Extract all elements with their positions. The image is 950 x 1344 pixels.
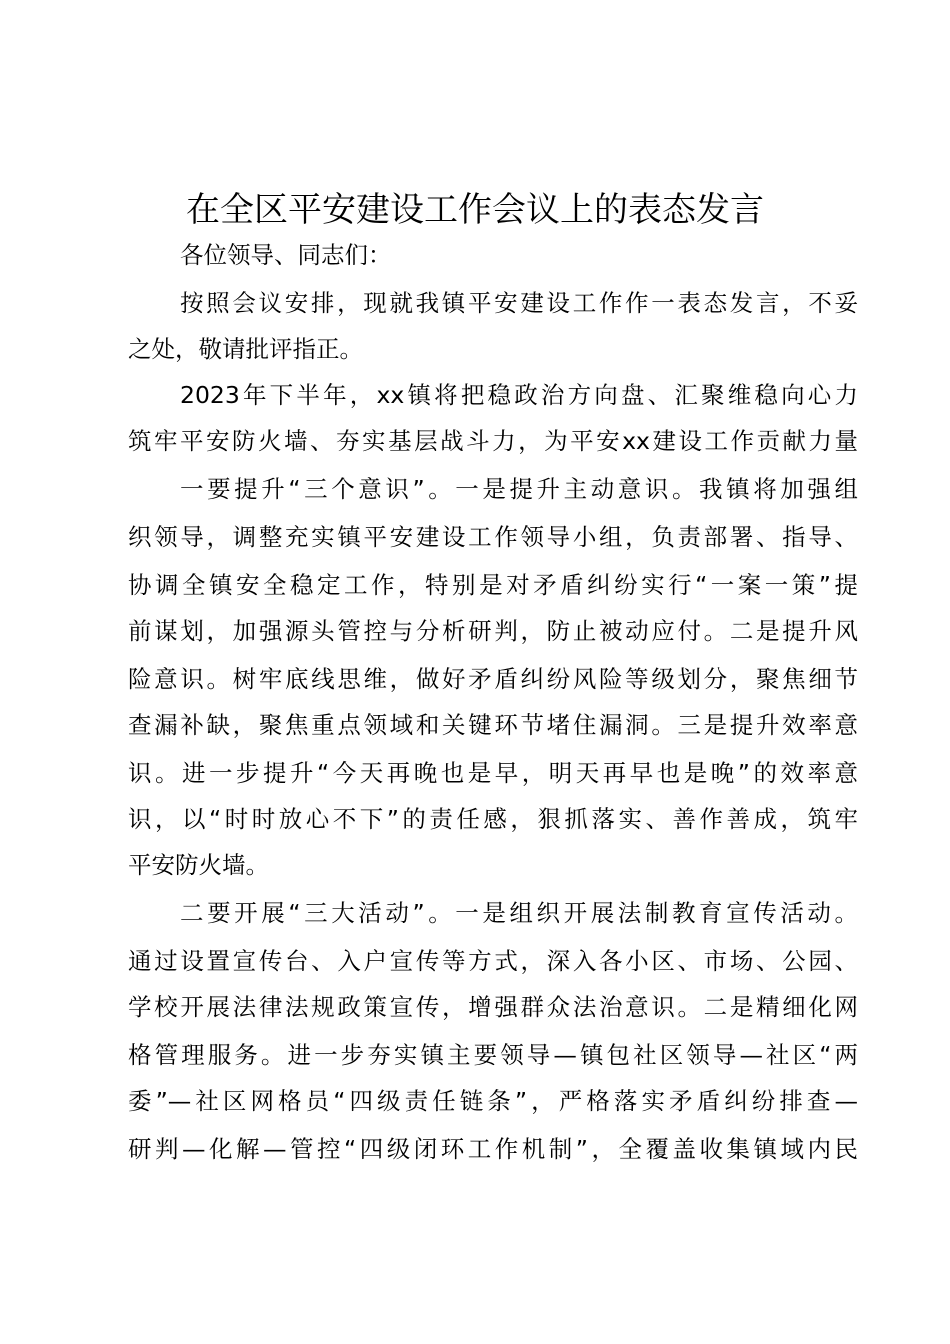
text-line: 识。进一步提升“今天再晚也是早，明天再早也是晚”的效率意 (128, 759, 858, 787)
document-title: 在全区平安建设工作会议上的表态发言 (186, 190, 764, 230)
salutation-line: 各位领导、同志们： (180, 241, 392, 269)
text-line: 织领导，调整充实镇平安建设工作领导小组，负责部署、指导、 (128, 523, 858, 551)
text-line: 学校开展法律法规政策宣传，增强群众法治意识。二是精细化网 (128, 993, 858, 1021)
text-line: 前谋划，加强源头管控与分析研判，防止被动应付。二是提升风 (128, 617, 858, 645)
text-line: 通过设置宣传台、入户宣传等方式，深入各小区、市场、公园、 (128, 947, 858, 975)
text-line: 格管理服务。进一步夯实镇主要领导—镇包社区领导—社区“两 (128, 1041, 858, 1069)
text-line: 2023年下半年，xx镇将把稳政治方向盘、汇聚维稳向心力 (180, 381, 858, 409)
text-line: 识，以“时时放心不下”的责任感，狠抓落实、善作善成，筑牢 (128, 805, 858, 833)
text-line: 之处，敬请批评指正。 (128, 335, 363, 363)
text-line: 查漏补缺，聚焦重点领域和关键环节堵住漏洞。三是提升效率意 (128, 711, 858, 739)
text-line: 按照会议安排，现就我镇平安建设工作作一表态发言，不妥 (180, 289, 858, 317)
text-line: 委”—社区网格员“四级责任链条”，严格落实矛盾纠纷排查— (128, 1087, 858, 1115)
text-line: 一要提升“三个意识”。一是提升主动意识。我镇将加强组 (180, 475, 858, 503)
text-line: 协调全镇安全稳定工作，特别是对矛盾纠纷实行“一案一策”提 (128, 571, 858, 599)
text-line: 险意识。树牢底线思维，做好矛盾纠纷风险等级划分，聚焦细节 (128, 665, 858, 693)
text-line: 平安防火墙。 (128, 851, 269, 879)
text-line: 二要开展“三大活动”。一是组织开展法制教育宣传活动。 (180, 899, 858, 927)
text-line: 筑牢平安防火墙、夯实基层战斗力，为平安xx建设工作贡献力量 (128, 427, 858, 455)
text-line: 研判—化解—管控“四级闭环工作机制”，全覆盖收集镇域内民 (128, 1135, 858, 1163)
